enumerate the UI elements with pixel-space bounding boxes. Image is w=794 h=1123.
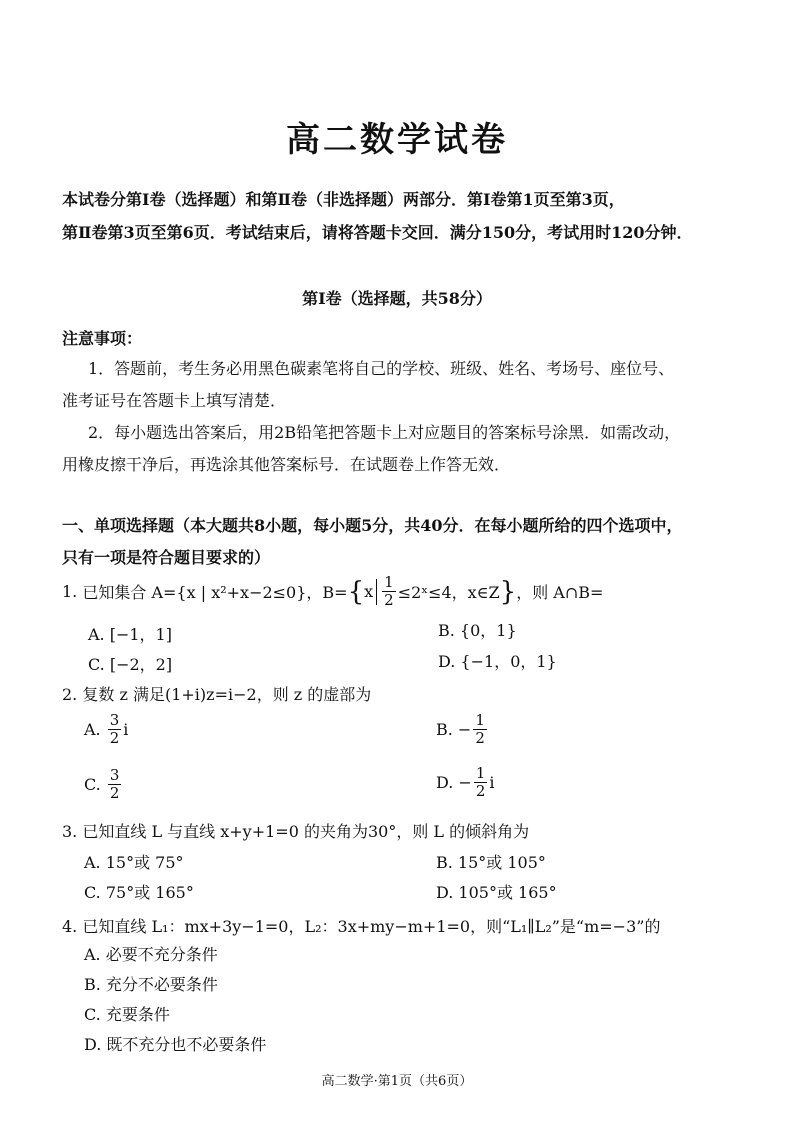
- fraction-numerator: 3: [109, 711, 120, 729]
- q3-option-d: D. 105°或 165°: [436, 883, 557, 902]
- option-suffix: i: [123, 720, 129, 740]
- q2-option-b: [436, 712, 489, 748]
- fraction-denominator: 2: [384, 591, 394, 610]
- fraction-numerator: 1: [475, 711, 485, 729]
- fraction: [108, 712, 122, 748]
- option-label: C.: [84, 775, 101, 795]
- set-b-var: x: [364, 582, 374, 602]
- question-2-stem: [62, 682, 371, 705]
- question-text-end: ，则 A∩B=: [516, 583, 604, 603]
- notice-item-2-line-1: 2．每小题选出答案后，用2B铅笔把答题卡上对应题目的答案标号涂黑．如需改动，: [88, 423, 681, 442]
- q1-option-a: A. [−1，1]: [88, 625, 172, 644]
- option-label: A.: [84, 720, 101, 740]
- fraction: [108, 767, 122, 803]
- fraction-denominator: 2: [475, 729, 485, 748]
- q4-option-c: C. 充要条件: [84, 1005, 170, 1024]
- intro-line-1: 本试卷分第Ⅰ卷（选择题）和第Ⅱ卷（非选择题）两部分．第Ⅰ卷第1页至第3页，: [62, 190, 625, 209]
- notice-item-2-line-2: 用橡皮擦干净后，再选涂其他答案标号．在试题卷上作答无效．: [62, 455, 511, 474]
- question-number: 4.: [62, 917, 78, 936]
- q2-option-a: [84, 712, 128, 748]
- question-4-stem: [62, 914, 660, 937]
- set-a: A={x | x²+x−2≤0}，B=: [151, 583, 348, 603]
- option-label: D. −: [436, 773, 472, 793]
- fraction-numerator: 1: [384, 573, 394, 591]
- notice-item-1-line-1: 1．答题前，考生务必用黑色碳素笔将自己的学校、班级、姓名、考场号、座位号、: [88, 359, 675, 378]
- q4-option-b: B. 充分不必要条件: [84, 975, 218, 994]
- part1-heading-line-2: 只有一项是符合题目要求的）: [62, 548, 271, 567]
- notice-item-1-line-2: 准考证号在答题卡上填写清楚．: [62, 391, 287, 410]
- right-brace: }: [499, 576, 517, 607]
- q4-option-d: D. 既不充分也不必要条件: [84, 1035, 267, 1054]
- question-text: 已知直线 L 与直线 x+y+1=0 的夹角为30°，则 L 的倾斜角为: [82, 822, 530, 841]
- option-suffix: i: [489, 773, 495, 793]
- q4-option-a: A. 必要不充分条件: [84, 945, 218, 964]
- fraction: [382, 574, 396, 610]
- q3-option-b: B. 15°或 105°: [436, 853, 546, 872]
- intro-line-2: 第Ⅱ卷第3页至第6页．考试结束后，请将答题卡交回．满分150分，考试用时120分钟．: [62, 223, 693, 242]
- question-number: 2.: [62, 685, 78, 704]
- q2-option-d: [436, 765, 495, 801]
- set-b-condition: ≤2ˣ≤4，x∈Z: [397, 583, 500, 603]
- q1-option-b: B. {0，1}: [438, 621, 517, 640]
- set-bar: [376, 579, 377, 605]
- fraction-denominator: 2: [109, 729, 120, 748]
- question-number: 1.: [62, 582, 78, 602]
- q3-option-a: A. 15°或 75°: [84, 853, 184, 872]
- question-text: 已知集合: [82, 583, 147, 603]
- q1-option-c: C. [−2，2]: [88, 655, 173, 674]
- question-text: 已知直线 L₁：mx+3y−1=0，L₂：3x+my−m+1=0，则“L₁∥L₂”是“m=−3”的: [82, 917, 661, 936]
- fraction-denominator: 2: [475, 782, 486, 801]
- left-brace: {: [347, 576, 365, 607]
- q3-option-c: C. 75°或 165°: [84, 883, 194, 902]
- fraction: [473, 712, 487, 748]
- option-label: B. −: [436, 720, 472, 740]
- part1-heading-line-1: 一、单项选择题（本大题共8小题，每小题5分，共40分．在每小题所给的四个选项中，: [62, 516, 683, 535]
- q1-option-d: D. {−1，0，1}: [438, 652, 557, 671]
- section-heading: 第Ⅰ卷（选择题，共58分）: [302, 289, 492, 308]
- fraction: [474, 765, 488, 801]
- question-number: 3.: [62, 822, 78, 841]
- question-3-stem: [62, 819, 529, 842]
- q2-option-c: [84, 767, 123, 803]
- fraction-numerator: 1: [475, 764, 486, 782]
- question-text: 复数 z 满足(1+i)z=i−2，则 z 的虚部为: [82, 685, 372, 704]
- notice-title: 注意事项：: [62, 329, 143, 348]
- fraction-numerator: 3: [109, 766, 120, 784]
- question-1-stem: [62, 574, 603, 610]
- page-title: 高二数学试卷: [286, 120, 508, 160]
- fraction-denominator: 2: [109, 784, 120, 803]
- page-footer: 高二数学·第1页（共6页）: [321, 1074, 473, 1089]
